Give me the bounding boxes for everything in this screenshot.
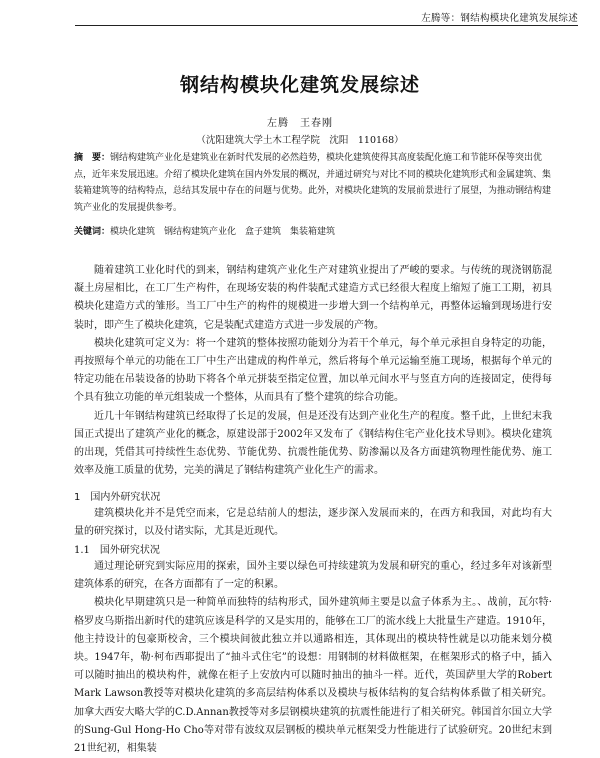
body-paragraph: 通过理论研究到实际应用的探索，国外主要以绿色可持续建筑为发展和研究的重心，经过多年对该新型建筑体系的研究，在各方面都有了一定的积累。 <box>74 561 552 591</box>
intro-paragraph: 模块化建筑可定义为：将一个建筑的整体按照功能划分为若干个单元，每个单元承担自身特定的功能，再按照每个单元的功能在工厂中生产出建成的构件单元，然后将每个单元运输至施工现场，根据每个单元的特定功能在吊装设备的协助下将各个单元拼装至指定位置，加以单元间水平与竖直方向的连接固定，使得每个具有独立功能的单元组装成一个整体，从而具有了整个建筑的综合功能。 <box>74 337 552 404</box>
section1-body <box>74 505 552 541</box>
abstract-label: 摘 要： <box>74 153 111 163</box>
body-paragraph: 建筑模块化并不是凭空而来，它是总结前人的想法，逐步深入发展而来的，在西方和我国，对此均有大量的研究探讨，以及付诸实际，尤其是近现代。 <box>74 508 552 538</box>
abstract-text: 钢结构建筑产业化是建筑业在新时代发展的必然趋势，模块化建筑使得其高度装配化施工和节能环保等突出优点，近年来发展迅速。介绍了模块化建筑在国内外发展的概况，并通过研究与对比不同的模块化建筑形式和金属建筑、集装箱建筑等的结构特点，总结其发展中存在的问题与优势。此外，对模块化建筑的发展前景进行了展望，为推动钢结构建筑产业化的发展提供参考。 <box>74 153 552 213</box>
header-rule <box>75 25 578 26</box>
authors: 左腾 王春刚 <box>267 118 333 129</box>
paper-title: 钢结构模块化建筑发展综述 <box>179 74 420 96</box>
subsection-heading: 1.1 国外研究状况 <box>74 545 160 556</box>
intro-paragraph: 近几十年钢结构建筑已经取得了长足的发展，但是还没有达到产业化生产的程度。整千此，上世纪末我国正式提出了建筑产业化的概念，原建设部于2002年又发布了《钢结构住宅产业化技术导则》。模块化建筑的出现，凭借其可持续性生态优势、节能优势、抗震性能优势、防渗漏以及各方面建筑物理性能优势、施工效率及施工质量的优势，完美的满足了钢结构建筑产业化生产的需求。 <box>74 410 552 477</box>
body-paragraph: 模块化早期建筑只是一种简单而独特的结构形式，国外建筑师主要是以盒子体系为主。、战前，瓦尔特·格罗皮乌斯指出新时代的建筑应该是科学的又是实用的，能够在工厂的流水线上大批量生产建造。1910年，他主持设计的包豪斯校舍，三个模块间彼此独立并以通路相连，其体现出的模块特性就是以功能来划分模块。1947年，勒·柯布西耶提出了“抽斗式住宅”的设想：用钢制的材料做框架，在框架形式的格子中，插入可以随时抽出的模块构件，就像在柜子上安放内可以随时抽出的抽斗一样。近代，英国萨里大学的Robert Mark Lawson教授等对模块化建筑的多高层结构体系以及模块与板体结构的复合结构体系做了相关研究。加拿大西安大略大学的C.D.Annan教授等对多层钢模块建筑的抗震性能进行了相关研究。韩国首尔国立大学的Sung-Gul Hong-Ho Cho等对带有波纹双层钢板的模块单元框架受力性能进行了试验研究。20世纪末到21世纪初，相集装 <box>74 597 552 755</box>
affiliation: （沈阳建筑大学土木工程学院 沈阳 110168） <box>196 135 404 146</box>
section-heading: 1 国内外研究状况 <box>74 492 161 503</box>
keywords-text: 模块化建筑 钢结构建筑产业化 盒子建筑 集装箱建筑 <box>110 227 336 237</box>
abstract <box>74 150 552 216</box>
section11-body <box>74 558 552 758</box>
intro-section <box>74 262 552 480</box>
keywords <box>74 225 552 239</box>
running-head: 左腾等：钢结构模块化建筑发展综述 <box>421 13 578 24</box>
intro-paragraph: 随着建筑工业化时代的到来，钢结构建筑产业化生产对建筑业提出了严峻的要求。与传统的现浇钢筋混凝土房屋相比，在工厂生产构件，在现场安装的构件装配式建造方式已经很大程度上缩短了施工工期，初具模块化建造方式的雏形。当工厂中生产的构件的规模进一步增大到一个结构单元，再整体运输到现场进行安装时，即产生了模块化建筑，它是装配式建造方式进一步发展的产物。 <box>74 265 552 331</box>
keywords-label: 关键词： <box>74 227 111 237</box>
